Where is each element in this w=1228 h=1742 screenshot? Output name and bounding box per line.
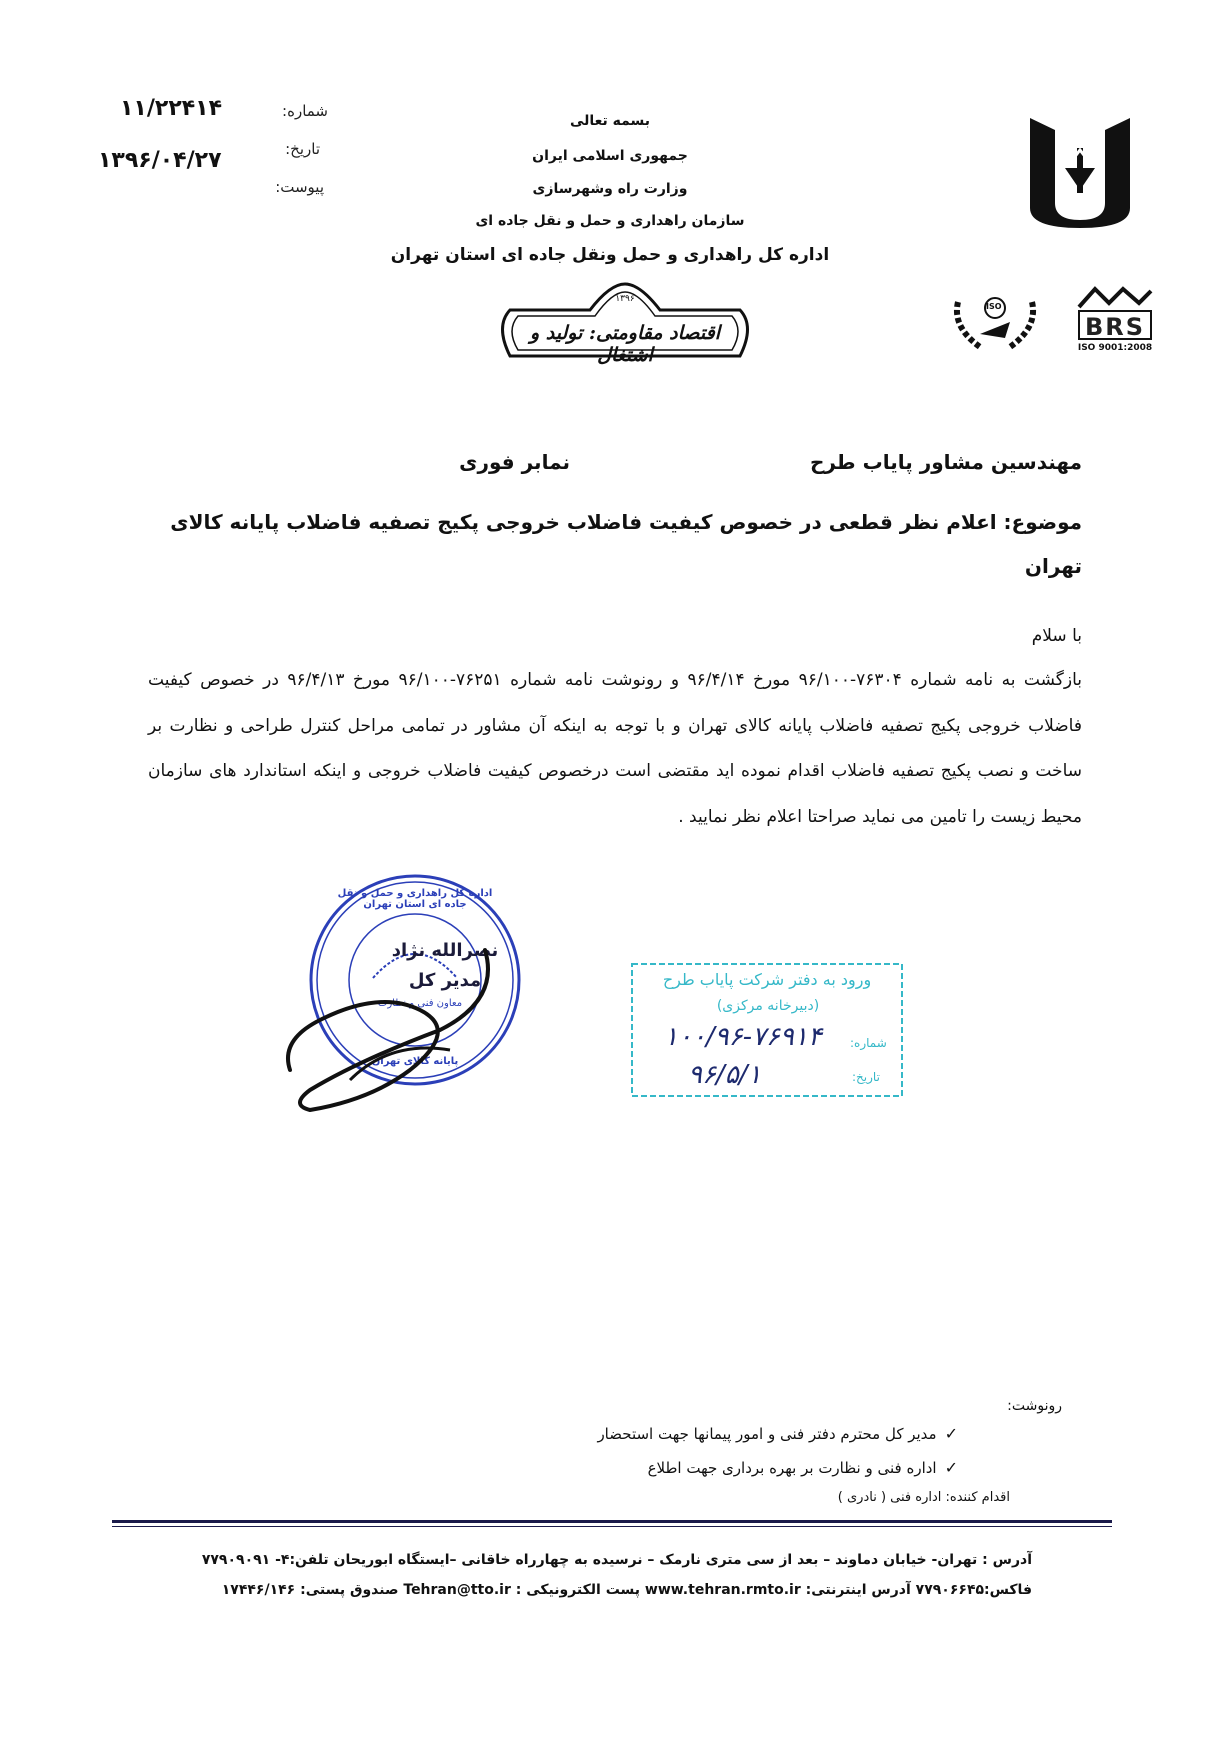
ministry-emblem-icon <box>1025 108 1135 228</box>
subject: موضوع: اعلام نظر قطعی در خصوص کیفیت فاضلاب خروجی پکیج تصفیه فاضلاب پایانه کالای تهران <box>170 510 1082 578</box>
country-name: جمهوری اسلامی ایران <box>532 148 688 164</box>
brs-cert-logo <box>1075 285 1155 357</box>
iso-text: ISO <box>986 302 1002 311</box>
basmala: بسمه تعالی <box>569 113 651 129</box>
date-value: ۱۳۹۶/۰۴/۲۷ <box>98 148 222 173</box>
seal-inner-text: معاون فنی و نظارت <box>377 998 463 1009</box>
footer-rule-thick <box>112 1520 1112 1523</box>
fax-label: نمابر فوری <box>459 450 570 474</box>
handwritten-signature-icon <box>270 920 530 1120</box>
stamp-number-label: شماره: <box>850 1036 887 1050</box>
recipient: مهندسین مشاور پایاب طرح <box>809 450 1082 474</box>
date-label: تاریخ: <box>285 140 320 158</box>
iso-standard-text: ISO 9001:2008 <box>1077 343 1153 353</box>
seal-text: اداره کل راهداری و حمل و نقل جاده ای استان تهران <box>337 888 493 910</box>
received-stamp <box>628 960 906 1100</box>
cc-item-text: مدیر کل محترم دفتر فنی و امور پیمانها جهت استحضار <box>597 1424 937 1443</box>
directorate-name: اداره کل راهداری و حمل ونقل جاده ای استان تهران <box>390 245 830 265</box>
action-by: اقدام کننده: اداره فنی ( نادری ) <box>837 1490 1010 1505</box>
cc-title: رونوشت: <box>1007 1398 1062 1414</box>
ministry-name: وزارت راه وشهرسازی <box>532 181 688 197</box>
cc-item <box>597 1424 958 1443</box>
slogan-year: ۱۳۹۶ <box>615 294 635 304</box>
ministry-logo <box>1025 108 1135 228</box>
footer-rule-thin <box>112 1526 1112 1527</box>
body-paragraph: بازگشت به نامه شماره ۷۶۳۰۴-۹۶/۱۰۰ مورخ ۹۶/۴/۱۴ و رونوشت نامه شماره ۷۶۲۵۱-۹۶/۱۰۰ مورخ ۹۶/۴/۱۳ در خصوص کیفیت فاضلاب خروجی پکیج تصفیه فاضلاب پایانه کالای تهران و با توجه به اینکه آن مشاور در تمامی مراحل کنترل طراحی و نظارت بر ساخت و نصب پکیج تصفیه فاضلاب اقدام نموده اید مقتضی است درخصوص کیفیت فاضلاب خروجی و اینکه استاندارد های سازمان محیط زیست را تامین می نماید صراحتا اعلام نظر نمایید . <box>148 670 1082 827</box>
slogan-frame <box>490 280 760 372</box>
footer-contact: فاکس:۷۷۹۰۶۶۴۵ آدرس اینترنتی: www.tehran.rmto.ir پست الکترونیکی : Tehran@tto.ir صندوق پستی: ۱۷۴۴۶/۱۴۶ <box>221 1582 1032 1598</box>
brs-text: BRS <box>1085 313 1146 341</box>
stamp-number-value: ۱۰۰/۹۶-۷۶۹۱۴ <box>664 1022 822 1052</box>
stamp-date-value: ۹۶/۵/۱ <box>688 1060 762 1090</box>
cc-item-text: اداره فنی و نظارت بر بهره برداری جهت اطلاع <box>647 1458 937 1477</box>
signer-name: نصرالله نژاد <box>391 940 499 961</box>
signer-title: مدیر کل <box>408 970 482 991</box>
checkmark-icon: ✓ <box>944 1458 958 1477</box>
attachment-label: پیوست: <box>275 178 324 196</box>
organization-name: سازمان راهداری و حمل و نقل جاده ای <box>475 213 745 229</box>
stamp-date-label: تاریخ: <box>852 1070 880 1084</box>
cc-item <box>648 1458 958 1477</box>
iso-cert-logo <box>950 292 1040 352</box>
stamp-line1: ورود به دفتر شرکت پایاب طرح <box>662 970 872 989</box>
number-value: ۱۱/۲۲۴۱۴ <box>120 96 223 121</box>
checkmark-icon: ✓ <box>944 1424 958 1443</box>
seal-subtext: پایانه کالای تهران <box>371 1056 459 1067</box>
greeting: با سلام <box>1031 626 1082 646</box>
footer-address: آدرس : تهران- خیابان دماوند – بعد از سی متری نارمک – نرسیده به چهارراه خاقانی –ایستگاه ابوریحان تلفن:۴- ۷۷۹۰۹۰۹۱ <box>201 1552 1032 1568</box>
slogan-text: اقتصاد مقاومتی: تولید و اشتغال <box>530 322 720 366</box>
stamp-line2: (دبیرخانه مرکزی) <box>716 998 820 1014</box>
signature-scribble <box>270 920 530 1120</box>
number-label: شماره: <box>282 102 328 120</box>
iso-laurel-icon <box>950 292 1040 352</box>
